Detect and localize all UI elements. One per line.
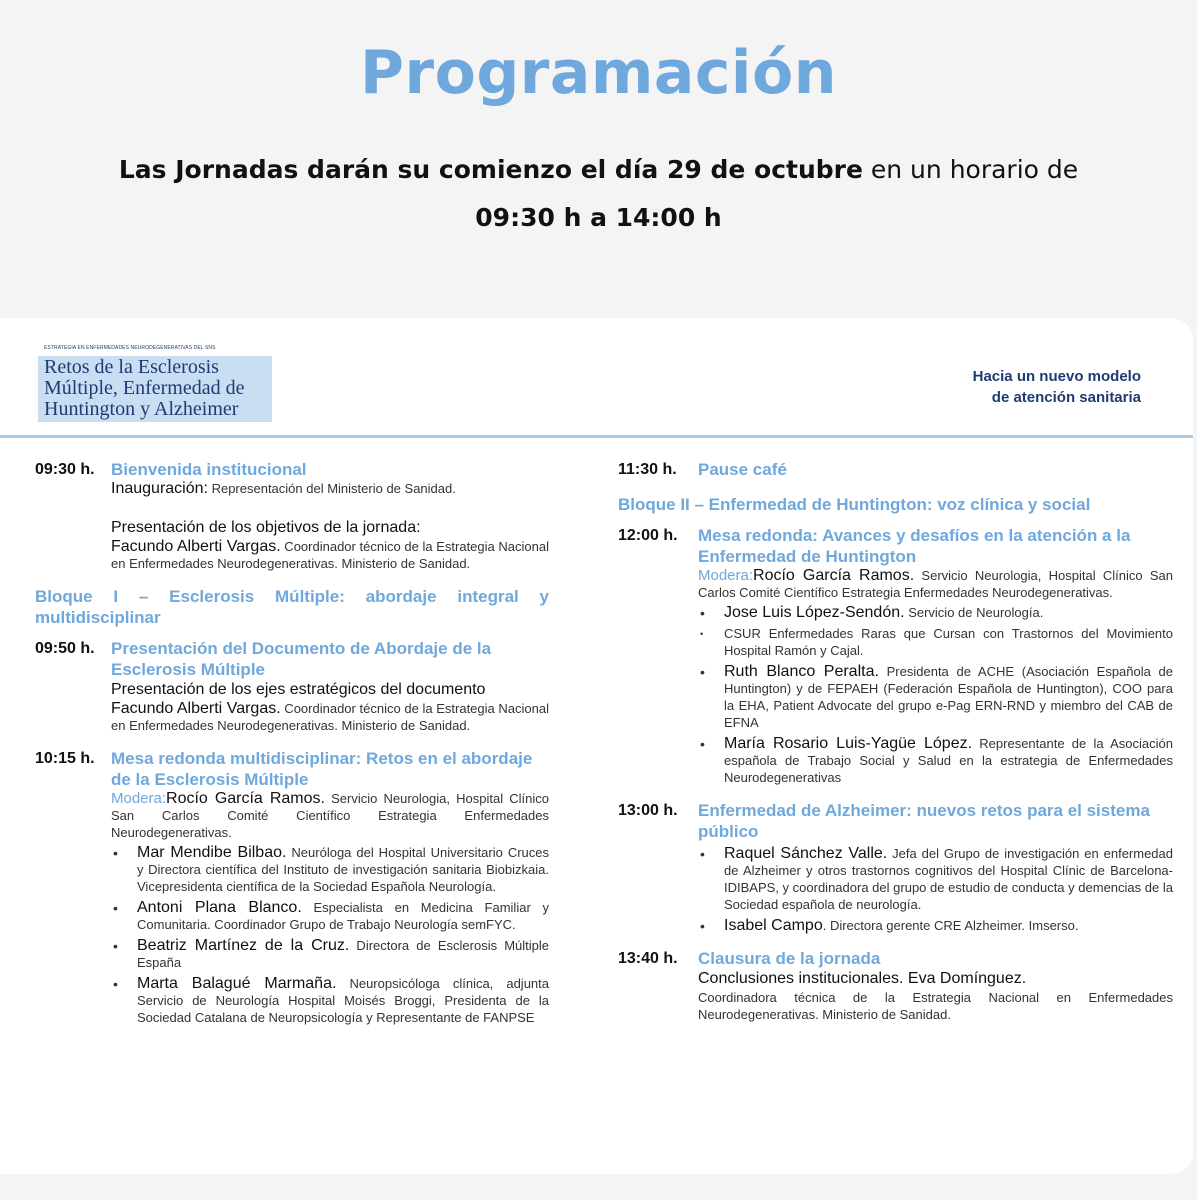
agenda-entry-1340 <box>618 948 1173 1023</box>
speaker-list <box>698 845 1173 934</box>
intro-hours: 09:30 h a 14:00 h <box>475 203 722 232</box>
entry-time: 12:00 h. <box>618 527 678 544</box>
intro-normal: en un horario de <box>862 155 1079 184</box>
entry-time: 13:40 h. <box>618 950 678 967</box>
entry-role: Coordinadora técnica de la Estrategia Nacional en Enfermedades Neurodegenerativas. Ministerio de Sanidad. <box>698 990 1173 1022</box>
list-item: • Isabel Campo. Directora gerente CRE Alzheimer. Imserso. <box>700 917 1079 934</box>
entry-title: Presentación del Documento de Abordaje de la Esclerosis Múltiple <box>111 639 492 679</box>
speaker-list <box>698 604 1173 786</box>
list-item: • Ruth Blanco Peralta. Presidenta de ACHE (Asociación Española de Huntington) y de FEPAEH (Federación Española de Huntington), COO para la EHA, Patient Advocate del grupo e-Pag ERN-RND y miembro del CAB de EFNA <box>700 663 1174 730</box>
entry-time: 13:00 h. <box>618 802 678 819</box>
program-card <box>0 318 1193 1174</box>
inaug-label: Inauguración: <box>111 480 208 497</box>
entry-time: 09:50 h. <box>35 640 95 657</box>
entry-time: 09:30 h. <box>35 461 95 478</box>
moderator-label: Modera: <box>698 567 754 584</box>
right-column <box>618 459 1173 1037</box>
entry-title: Pause café <box>698 460 787 479</box>
list-item: • Beatriz Martínez de la Cruz. Directora de Esclerosis Múltiple España <box>113 937 549 970</box>
objectives-line: Presentación de los objetivos de la jornada: <box>111 519 421 536</box>
header-divider <box>0 435 1193 438</box>
list-item: • María Rosario Luis-Yagüe López. Representante de la Asociación española de Trabajo Social y Salud en la estrategia de Enfermedades Neurodegenerativas <box>700 735 1173 785</box>
block-1-heading: Bloque I – Esclerosis Múltiple: abordaje integral y multidisciplinar <box>35 587 549 627</box>
agenda-entry-1300 <box>618 800 1173 934</box>
list-item: • CSUR Enfermedades Raras que Cursan con Trastornos del Movimiento Hospital Ramón y Cajal. <box>700 626 1173 658</box>
intro <box>0 146 1197 242</box>
list-item: • Raquel Sánchez Valle. Jefa del Grupo de investigación en enfermedad de Alzheimer y otros trastornos cognitivos del Hospital Clínic de Barcelona-IDIBAPS, y coordinadora del grupo de estudio de conducta y demencias de la Sociedad española de neurología. <box>700 845 1173 912</box>
card-title: Retos de la Esclerosis Múltiple, Enfermedad de Huntington y Alzheimer <box>44 356 245 420</box>
speaker-name: Facundo Alberti Vargas. <box>111 538 281 555</box>
moderator-label: Modera: <box>111 790 167 807</box>
list-item: • Antoni Plana Blanco. Especialista en Medicina Familiar y Comunitaria. Coordinador Grupo de Trabajo Neurología semFYC. <box>113 899 549 932</box>
entry-title: Mesa redonda: Avances y desafíos en la atención a la Enfermedad de Huntington <box>698 526 1131 566</box>
entry-title: Mesa redonda multidisciplinar: Retos en el abordaje de la Esclerosis Múltiple <box>111 749 533 789</box>
entry-title: Bienvenida institucional <box>111 460 307 479</box>
speaker-name: Facundo Alberti Vargas. <box>111 700 281 717</box>
entry-title: Enfermedad de Alzheimer: nuevos retos para el sistema público <box>698 801 1150 841</box>
intro-line-1 <box>0 146 1197 194</box>
agenda-entry-1015: 10:15 h. Mesa redonda multidisciplinar: Retos en el abordaje de la Esclerosis Múltiple Modera:Rocío García Ramos. Servicio Neurologia, Hospital Clínico San Carlos Comité Científico Estrategia Enfermedades Neurodegenerativas. • Mar Mendibe Bilbao. Neuróloga del Hospital Universitario Cruces y Directora científica del Instituto de investigación sanitaria Biobizkaia. Vicepresidenta científica de la Sociedad Española Neurología. • Antoni Plana Blanco. Especialista en Medicina Familiar y Comunitaria. Coordinador Grupo de Trabajo Neurología semFYC. • Beatriz Martínez de la Cruz. Directora de Esclerosis Múltiple España • Marta Balagué Marmaña. Neuropsicóloga clínica, adjunta Servicio de Neurología Hospital Moisés Broggi, Presidenta de la Sociedad Catalana de Neuropsicología y Representante de FANPSE <box>35 749 550 1025</box>
block-2-heading: Bloque II – Enfermedad de Huntington: voz clínica y social <box>618 495 1091 514</box>
list-item: • Jose Luis López-Sendón. Servicio de Neurología. <box>700 604 1044 621</box>
list-item: • Marta Balagué Marmaña. Neuropsicóloga clínica, adjunta Servicio de Neurología Hospital Moisés Broggi, Presidenta de la Sociedad Catalana de Neuropsicología y Representante de FANPSE <box>113 975 549 1025</box>
agenda-entry-1200: 12:00 h. Mesa redonda: Avances y desafíos en la atención a la Enfermedad de Huntington Modera:Rocío García Ramos. Servicio Neurologia, Hospital Clínico San Carlos Comité Científico Estrategia Enfermedades Neurodegenerativas. • Jose Luis López-Sendón. Servicio de Neurología. • CSUR Enfermedades Raras que Cursan con Trastornos del Movimiento Hospital Ramón y Cajal. • Ruth Blanco Peralta. Presidenta de ACHE (Asociación Española de Huntington) y de FEPAEH (Federación Española de Huntington), COO para la EHA, Patient Advocate del grupo e-Pag ERN-RND y miembro del CAB de EFNA • María Rosario Luis-Yagüe López. Representante de la Asociación española de Trabajo Social y Salud en la estrategia de Enfermedades Neurodegenerativas <box>618 526 1174 785</box>
strategy-caption: ESTRATEGIA EN ENFERMEDADES NEURODEGENERATIVAS DEL SNS <box>44 345 216 351</box>
left-column <box>35 459 549 1040</box>
agenda-entry-0930: 09:30 h. Bienvenida institucional Inauguración: Representación del Ministerio de Sanidad. Presentación de los objetivos de la jornada: Facundo Alberti Vargas. Coordinador técnico de la Estrategia Nacional en Enfermedades Neurodegenerativas. Ministerio de Sanidad. <box>35 460 549 571</box>
intro-bold: Las Jornadas darán su comienzo el día 29 de octubre <box>118 155 863 184</box>
entry-time: 11:30 h. <box>618 461 677 478</box>
entry-line: Presentación de los ejes estratégicos del documento <box>111 681 486 698</box>
page-title: Programación <box>360 38 837 108</box>
speaker-list <box>111 844 549 1026</box>
list-item: • Mar Mendibe Bilbao. Neuróloga del Hospital Universitario Cruces y Directora científica del Instituto de investigación sanitaria Biobizkaia. Vicepresidenta científica de la Sociedad Española Neurología. <box>113 844 549 894</box>
agenda-entry-0950: 09:50 h. Presentación del Documento de Abordaje de la Esclerosis Múltiple Presentación de los ejes estratégicos del documento Facundo Alberti Vargas. Coordinador técnico de la Estrategia Nacional en Enfermedades Neurodegenerativas. Ministerio de Sanidad. <box>35 639 549 733</box>
entry-time: 10:15 h. <box>35 750 95 767</box>
entry-line: Conclusiones institucionales. Eva Domínguez. <box>698 970 1027 987</box>
moderator-name: Rocío García Ramos. <box>753 567 915 584</box>
agenda-entry-1130 <box>618 459 1173 480</box>
entry-title: Clausura de la jornada <box>698 949 881 968</box>
moderator-name: Rocío García Ramos. <box>166 790 325 807</box>
card-subtitle: Hacia un nuevo modelo de atención sanitaria <box>972 368 1141 406</box>
